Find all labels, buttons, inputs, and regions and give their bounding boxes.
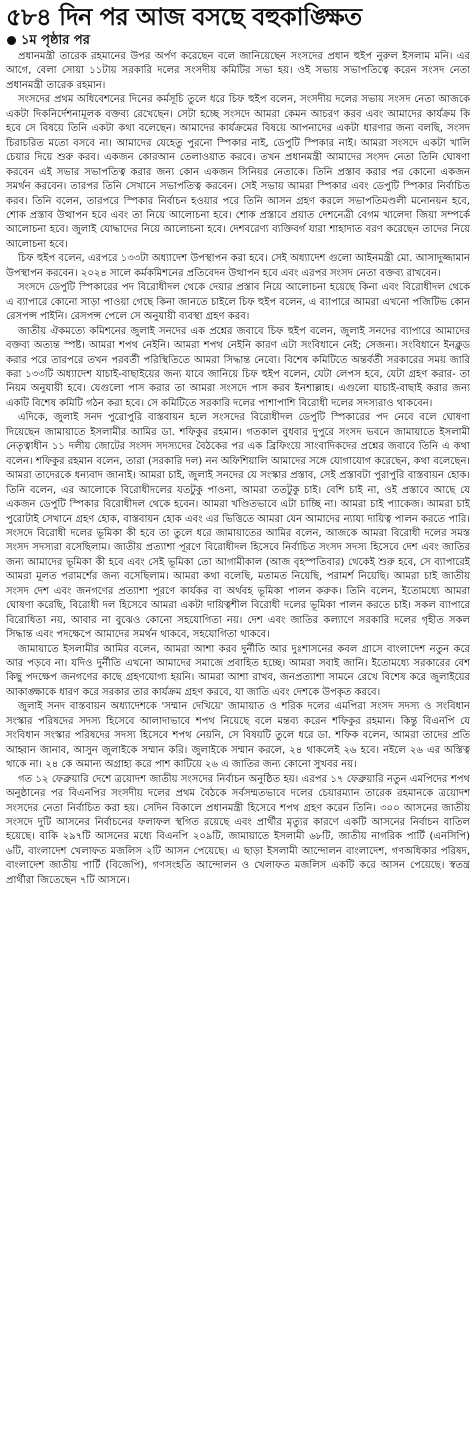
continuation-note [6,32,470,49]
article-headline: ৫৮৪ দিন পর আজ বসছে বহুকাঙ্ক্ষিত [6,3,362,31]
article-body [6,50,470,1450]
article-paragraph: চিফ হুইপ বলেন, এরপরে ১৩৩টা অধ্যাদেশ উপস্থাপন করা হবে। সেই অধ্যাদেশ গুলো আইনমন্ত্রী মো. আসাদুজ্জামান উপস্থাপন করবেন। ২০২৪ সালে কর্মকমিশনের প্রতিবেদন উত্থাপন হবে এবং এরপর সংসদ নেতা বক্তব্য রাখবেন। [6,253,470,279]
continuation-label: ১ম পৃষ্ঠার পর [21,33,90,48]
article-paragraph: এদিকে, জুলাই সনদ পুরোপুরি বাস্তবায়ন হলে সংসদের বিরোধীদল ডেপুটি স্পিকারের পদ নেবে বলে ঘোষণা দিয়েছেন জামায়াতে ইসলামীর আমির ডা. শফিকুর রহমান। গতকাল বুধবার দুপুরে সংসদ ভবনে জামায়াতে ইসলামী নেতৃত্বাধীন ১১ দলীয় জোটের সংসদ সদস্যদের বৈঠকের পর এক ব্রিফিংয়ে সাংবাদিকদের প্রশ্নের জবাবে তিনি এ কথা বলেন। শফিকুর রহমান বলেন, তারা (সরকারি দল) নন অফিশিয়ালি আমাদের সঙ্গে যোগাযোগ করেছেন, কথা বলেছেন। আমরা তাদেরকে ধন্যবাদ জানাই। আমরা চাই, জুলাই সনদের যে সংস্কার প্রস্তাব, সেই প্রস্তাবটা পুরাপুরি বাস্তবায়ন হোক। তিনি বলেন, এর আলোকে বিরোধীদলের যতটুকু পাওনা, আমরা ততটুকু চাই। বেশি চাই না, ওই প্রস্তাবে আছে যে একজন ডেপুটি স্পিকার বিরোধীদল থেকে হবেন। আমরা খণ্ডিতভাবে এটা চাচ্ছি না। আমরা চাই প্যাকেজ। আমরা চাই পুরোটাই সেখানে গ্রহণ হোক, বাস্তবায়ন হোক এবং এর ভিত্তিতে আমরা যেন আমাদের ন্যায্য দায়িত্ব পালন করতে পারি। সংসদে বিরোধী দলের ভূমিকা কী হবে তা তুলে ধরে জামায়াতের আমির বলেন, আজকে আমরা বিরোধী দলের সমস্ত সংসদ সদস্যরা বসেছিলাম। জাতীয় প্রত্যাশা পূরণে বিরোধীদল হিসেবে নির্বাচিত সংসদ সদস্য হিসেবে দেশ এবং জাতির জন্য আমাদের ভূমিকা কী হবে এবং সেই ভূমিকা তো আগামীকাল (আজ বৃহস্পতিবার) থেকেই শুরু হবে, সে ব্যাপারেই আমরা মূলত পরামর্শের জন্য বসেছিলাম। আমরা কথা বলেছি, মতামত নিয়েছি, পরামর্শ নিয়েছি। আমরা চাই জাতীয় সংসদ দেশ এবং জনগণের প্রত্যাশা পূরণে কার্যকর বা অর্থবহ ভূমিকা পালন করুক। তিনি বলেন, ইতোমধ্যে আমরা ঘোষণা করেছি, বিরোধী দল হিসেবে আমরা একটা দায়িত্বশীল বিরোধী দলের ভূমিকা পালন করতে চাই। সকল ব্যাপারে বিরোধিতা নয়, আবার না বুঝেও কোনো সহযোগিতা নয়। দেশ এবং জাতির কল্যাণে সরকারি দলের গৃহীত সকল সিদ্ধান্ত এবং পদক্ষেপে আমাদের সমর্থন থাকবে, সহযোগিতা থাকবে। [6,412,470,641]
article-paragraph: জাতীয় ঐকমত্যে কমিশনের জুলাই সনদের এক প্রশ্নের জবাবে চিফ হুইপ বলেন, জুলাই সনদের ব্যাপারে আমাদের বক্তব্য অত্যন্ত স্পষ্ট। আমরা শপথ নেইনি। আমরা শপথ নেইনি কারণ এটা সংবিধানে নেই; সেজন্য। সংবিধানে ইনক্লুড করার পরে তারপরে তখন পরবর্তী পরিস্থিতিতে আমরা সিদ্ধান্ত নেবো। বিশেষ কমিটিতে অন্তর্বর্তী সরকারের সময় জারি করা ১৩৩টি অধ্যাদেশ যাচাই-বাছাইয়ের জন্য যাবে জানিয়ে চিফ হুইপ বলেন, যেটা লেপস হবে, যেটা গ্রহণ করার- তা নিয়ম অনুযায়ী হবে। যেগুলো পাস করার তা আমরা সংসদে পাস করব ইনশাল্লাহ। এগুলো যাচাই-বাছাই করার জন্য একটি বিশেষ কমিটি গঠন করা হবে। সে কমিটিতে সরকারি দলের পাশাপাশি বিরোধী দলের সদস্যরাও থাকবেন। [6,325,470,409]
article-paragraph: প্রধানমন্ত্রী তারেক রহমানের উপর অর্পণ করেছেন বলে জানিয়েছেন সংসদের প্রধান হুইপ নুরুল ইসলাম মনি। এর আগে, বেলা সোয়া ১১টায় সরকারি দলের সংসদীয় কমিটির সভা হয়। ওই সভায় সভাপতিত্বে করেন সংসদ নেতা প্রধানমন্ত্রী তারেক রহমান। [6,51,470,91]
bullet-icon [7,36,16,45]
article-paragraph: জামায়াতে ইসলামীর আমির বলেন, আমরা আশা করব দুর্নীতি আর দুঃশাসনের কবল গ্রাসে বাংলাদেশ নতুন করে আর পড়বে না। যদিও দুর্নীতি এখনো আমাদের সমাজে প্রবাহিত হচ্ছে। আমরা সবাই জানি। ইতোমধ্যে সরকারের বেশ কিছু পদক্ষেপ জনগণের কাছে গ্রহণযোগ্য হয়নি। আমরা আশা রাখব, জনপ্রত্যাশা সামনে রেখে বিশেষ করে জুলাইয়ের আকাঙ্ক্ষাকে ধারণ করে সরকার তার কার্যক্রম গ্রহণ করবে, যা জাতি এবং দেশকে উপকৃত করবে। [6,643,470,698]
article-paragraph: সংসদের প্রথম অধিবেশনের দিনের কর্মসূচি তুলে ধরে চিফ হুইপ বলেন, সংসদীয় দলের সভায় সংসদ নেতা আজকে একটা দিকনির্দেশনামূলক বক্তব্য রেখেছেন। সেটা হচ্ছে সংসদে আমরা কেমন আচরণ করব এবং আমাদের কার্যক্রম কি হবে সে বিষয়ে তিনি একটা কথা বলেছেন। আমাদের কার্যক্রমের বিষয়ে আপনাদের একটা ধারণার জন্য বলছি, সংসদ চিরাচরিত মতো বসবে না। আমাদের যেহেতু পুরনো স্পিকার নাই, ডেপুটি স্পিকার নাই। আমরা সংসদে একটা খালি চেয়ার দিয়ে শুরু করব। একজন কোরআন তেলাওয়াত করবে। তখন প্রধানমন্ত্রী আমাদের সংসদ নেতা তিনি ঘোষণা করবেন এই সভার সভাপতিত্ব করার জন্য কোন একজন সিনিয়র নেতাকে। তিনি প্রস্তাব করার পর কোনো একজন সমর্থন করবেন। তারপর তিনি সেখানে সভাপতিত্ব করবেন। সেই সভায় আমরা স্পিকার এবং ডেপুটি স্পিকার নির্বাচিত করব। তিনি বলেন, তারপরে স্পিকার নির্বাচন হওয়ার পরে তিনি আসন গ্রহণ করলে সভাপতিমণ্ডলী মনোনয়ন হবে, শোক প্রস্তাব উত্থাপন হবে এবং তা নিয়ে আলোচনা হবে। শোক প্রস্তাবে প্রয়াত দেশনেত্রী বেগম খালেদা জিয়া সম্পর্কে আলোচনা হবে। জুলাই যোদ্ধাদের নিয়ে আলোচনা হবে। দেশবরেণ্য ব্যক্তিবর্গ যারা শাহাদাত বরণ করেছেন তাদের নিয়ে আলোচনা হবে। [6,94,470,250]
article-paragraph: জুলাই সনদ বাস্তবায়ন অধ্যাদেশকে 'সম্মান দেখিয়ে' জামায়াত ও শরিক দলের এমপিরা সংসদ সদস্য ও সংবিধান সংস্কার পরিষদের সদস্য হিসেবে আলাদাভাবে শপথ নিয়েছে বলে মন্তব্য করেন শফিকুর রহমান। কিন্তু বিএনপি যে সংবিধান সংস্কার পরিষদের সদস্য হিসেবে শপথ নেয়নি, সে বিষয়টি তুলে ধরে ডা. শফিক বলেন, আমরা তাদের প্রতি আহ্বান জানাব, আসুন জুলাইকে সম্মান করি। জুলাইকে সম্মান করলে, ২৪ থাকলেই ২৬ হবে। নইলে ২৬ এর অস্তিত্ব থাকে না। ২৪ কে অমান্য অগ্রাহ্য করে পাশ কাটিয়ে ২৬ এ জাতির জন্য কোনো সুখবর নয়। [6,701,470,771]
article-paragraph: গত ১২ ফেব্রুয়ারি দেশে ত্রয়োদশ জাতীয় সংসদের নির্বাচন অনুষ্ঠিত হয়। এরপর ১৭ ফেব্রুয়ারি নতুন এমপিদের শপথ অনুষ্ঠানের পর বিএনপির সংসদীয় দলের প্রথম বৈঠকে সর্বসম্মতভাবে দলের চেয়ারম্যান তারেক রহমানকে ত্রয়োদশ সংসদের নেতা নির্বাচিত করা হয়। সেদিন বিকালে প্রধানমন্ত্রী হিসেবে শপথ গ্রহণ করেন তিনি। ৩০০ আসনের জাতীয় সংসদে দুটি আসনের নির্বাচনের ফলাফল স্থগিত রয়েছে এবং প্রার্থীর মৃত্যুর কারণে একটি আসনের নির্বাচন বাতিল হয়েছে। বাকি ২৯৭টি আসনের মধ্যে বিএনপি ২০৯টি, জামায়াতে ইসলামী ৬৮টি, জাতীয় নাগরিক পার্টি (এনসিপি) ৬টি, বাংলাদেশ খেলাফত মজলিস ২টি আসন পেয়েছে। এ ছাড়া ইসলামী আন্দোলন বাংলাদেশ, গণঅধিকার পরিষদ, বাংলাদেশ জাতীয় পার্টি (বিজেপি), গণসংহতি আন্দোলন ও খেলাফত মজলিস একটি করে আসন পেয়েছে। স্বতন্ত্র প্রার্থীরা জিতেছেন ৭টি আসনে। [6,773,470,886]
article-paragraph: সংসদে ডেপুটি স্পিকারের পদ বিরোধীদল থেকে দেয়ার প্রস্তাব নিয়ে আলোচনা হয়েছে কিনা এবং বিরোধীদল থেকে এ ব্যাপারে কোনো সাড়া পাওয়া গেছে কিনা জানতে চাইলে চিফ হুইপ বলেন, এ ব্যাপারে আমরা এখনো পজিটিভ কোন রেসপন্স পাইনি। রেসপন্স পেলে সে অনুযায়ী ব্যবস্থা গ্রহণ করব। [6,282,470,323]
